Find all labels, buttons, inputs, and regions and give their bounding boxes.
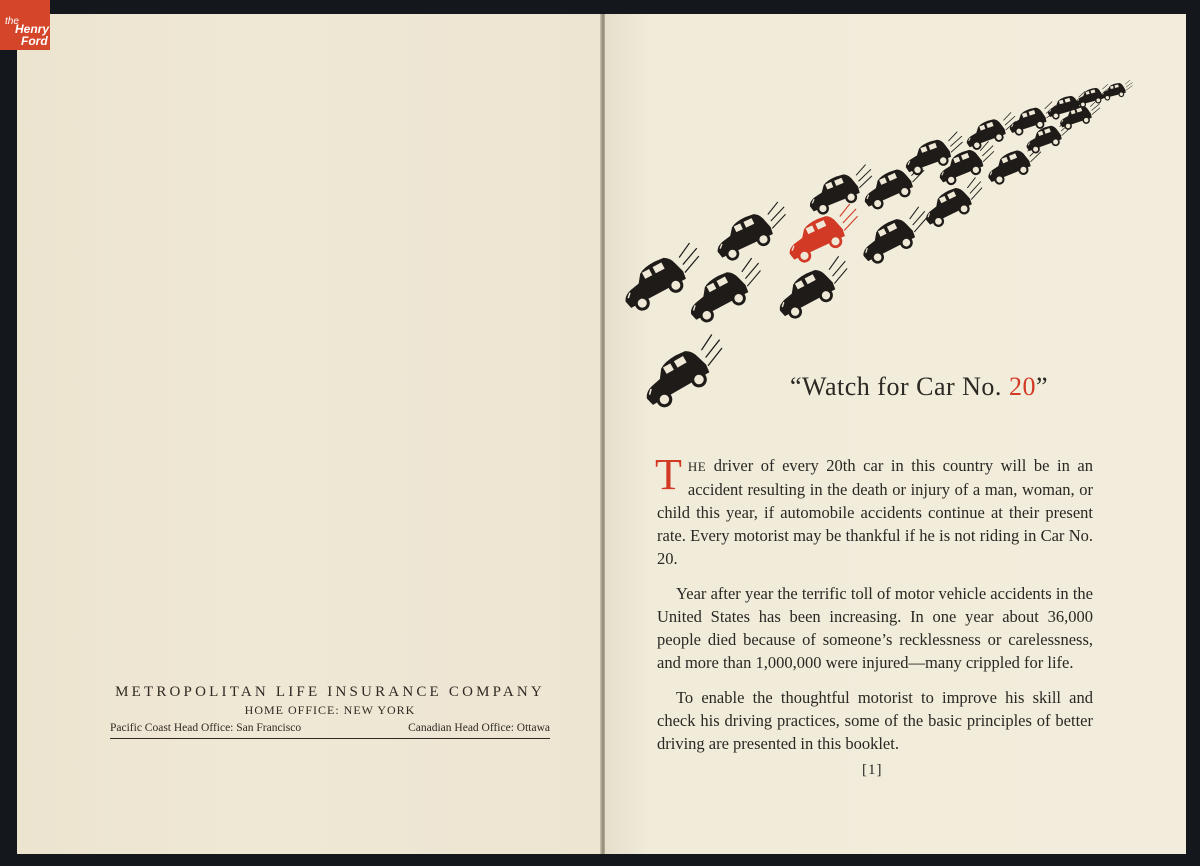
car-icon	[709, 200, 795, 264]
car-icon	[1099, 80, 1135, 101]
body-text	[655, 450, 1093, 767]
paragraph-1: THE driver of every 20th car in this country will be in an accident resulting in the death or injury of a man, woman, or child this year, if automobile accidents continue at their present rate. Every motorist may be thankful if he is not riding in Car No. 20.	[655, 450, 1093, 568]
canadian-office: Canadian Head Office: Ottawa	[408, 722, 550, 734]
car-icon	[770, 255, 857, 323]
publisher-imprint	[110, 684, 550, 739]
pacific-office: Pacific Coast Head Office: San Francisco	[110, 722, 302, 734]
car-icon	[919, 176, 990, 230]
car-icon	[681, 256, 771, 326]
car-icon	[803, 163, 879, 217]
car-icon	[855, 205, 936, 267]
page-heading: “Watch for Car No. 20”	[790, 372, 1048, 401]
henry-ford-logo: the Henry Ford	[0, 0, 50, 50]
car-number: 20	[1008, 372, 1036, 401]
paragraph-2: Year after year the terrific toll of motor vehicle accidents in the United States has been increasing. In one year about 36,000 people died because of someone’s recklessness or carelessness, and more than 1,000,000 were injured—many crippled for life.	[657, 584, 1093, 672]
paragraph-3: To enable the thoughtful motorist to improve his skill and check his driving practices, some of the basic principles of better driving are presented in this booklet.	[657, 688, 1093, 753]
company-name: METROPOLITAN LIFE INSURANCE COMPANY	[115, 684, 545, 700]
branch-offices	[110, 722, 550, 739]
car-icon	[635, 332, 734, 412]
cars-illustration	[615, 80, 1135, 420]
home-office: HOME OFFICE: NEW YORK	[244, 703, 416, 717]
drop-cap: T	[655, 450, 682, 499]
page-number: [1]	[862, 762, 883, 778]
